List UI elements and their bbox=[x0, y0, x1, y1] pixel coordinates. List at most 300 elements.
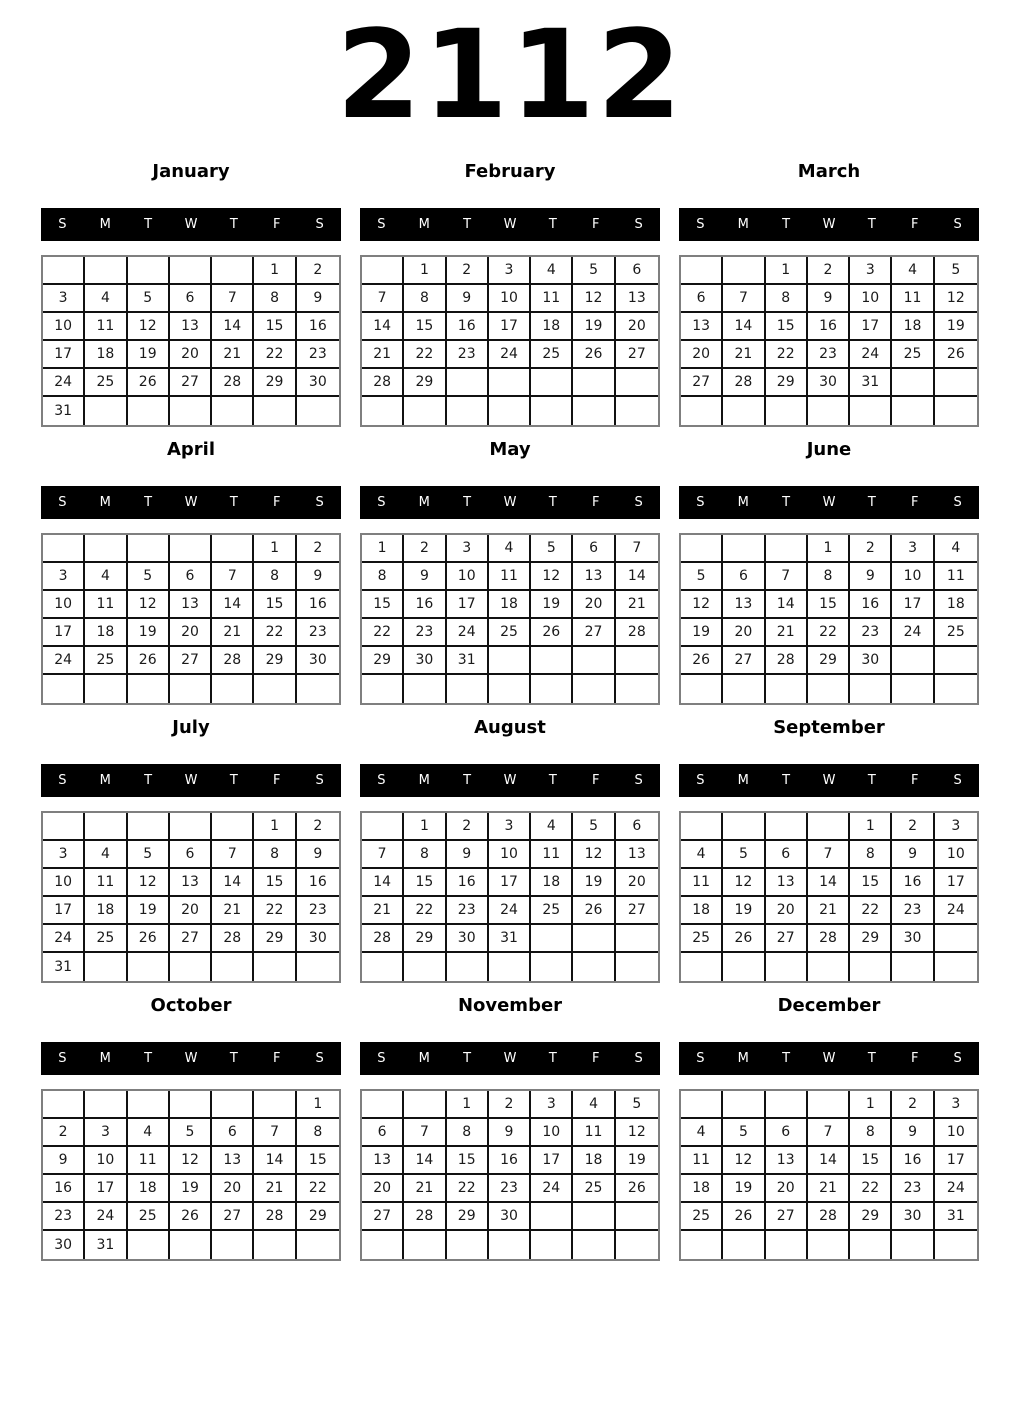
date-cell: 2 bbox=[808, 257, 850, 285]
empty-date-cell bbox=[681, 1091, 723, 1119]
date-cell: 2 bbox=[297, 535, 339, 563]
date-cell: 4 bbox=[531, 813, 573, 841]
weekday-label: F bbox=[272, 217, 281, 232]
date-cell: 2 bbox=[447, 813, 489, 841]
weekday-label: M bbox=[737, 217, 749, 232]
date-cell: 27 bbox=[723, 647, 765, 675]
year-title: 2112 bbox=[336, 4, 684, 146]
date-cell: 28 bbox=[212, 925, 254, 953]
date-cell: 11 bbox=[85, 591, 127, 619]
weekday-label: W bbox=[184, 773, 198, 788]
empty-date-cell bbox=[489, 369, 531, 397]
date-cell: 14 bbox=[616, 563, 658, 591]
empty-date-cell bbox=[404, 1231, 446, 1259]
weekday-label: S bbox=[377, 1051, 386, 1066]
empty-date-cell bbox=[681, 257, 723, 285]
weekday-label: F bbox=[272, 1051, 281, 1066]
date-cell: 24 bbox=[489, 341, 531, 369]
date-cell: 25 bbox=[681, 1203, 723, 1231]
date-cell: 19 bbox=[573, 313, 615, 341]
date-cell: 1 bbox=[850, 813, 892, 841]
date-cell: 15 bbox=[254, 591, 296, 619]
date-cell: 9 bbox=[892, 841, 934, 869]
empty-date-cell bbox=[128, 1091, 170, 1119]
date-cell: 7 bbox=[808, 1119, 850, 1147]
empty-date-cell bbox=[85, 813, 127, 841]
date-cell: 27 bbox=[616, 341, 658, 369]
date-cell: 30 bbox=[447, 925, 489, 953]
date-cell: 14 bbox=[808, 1147, 850, 1175]
date-cell: 27 bbox=[766, 1203, 808, 1231]
date-cell: 24 bbox=[447, 619, 489, 647]
empty-date-cell bbox=[128, 1231, 170, 1259]
weekday-label: S bbox=[377, 217, 386, 232]
weekday-label: M bbox=[99, 773, 111, 788]
date-cell: 18 bbox=[935, 591, 977, 619]
empty-date-cell bbox=[128, 675, 170, 703]
month-title: April bbox=[166, 439, 216, 460]
date-cell: 24 bbox=[43, 925, 85, 953]
date-cell: 7 bbox=[723, 285, 765, 313]
date-cell: 17 bbox=[850, 313, 892, 341]
date-cell: 31 bbox=[85, 1231, 127, 1259]
date-cell: 25 bbox=[531, 897, 573, 925]
date-cell: 15 bbox=[808, 591, 850, 619]
date-cell: 26 bbox=[573, 341, 615, 369]
date-cell: 11 bbox=[892, 285, 934, 313]
date-cell: 30 bbox=[850, 647, 892, 675]
empty-date-cell bbox=[362, 813, 404, 841]
date-cell: 16 bbox=[297, 313, 339, 341]
empty-date-cell bbox=[297, 1231, 339, 1259]
date-cell: 22 bbox=[850, 897, 892, 925]
date-cell: 2 bbox=[892, 1091, 934, 1119]
date-cell: 23 bbox=[808, 341, 850, 369]
empty-date-cell bbox=[85, 535, 127, 563]
date-cell: 29 bbox=[404, 369, 446, 397]
weekday-label: T bbox=[144, 495, 153, 510]
date-cell: 19 bbox=[170, 1175, 212, 1203]
month-block bbox=[41, 438, 341, 705]
date-cell: 28 bbox=[362, 925, 404, 953]
empty-date-cell bbox=[489, 953, 531, 981]
date-cell: 29 bbox=[404, 925, 446, 953]
date-cell: 24 bbox=[850, 341, 892, 369]
date-cell: 5 bbox=[723, 841, 765, 869]
weekday-label: W bbox=[822, 217, 836, 232]
date-cell: 28 bbox=[766, 647, 808, 675]
date-cell: 23 bbox=[447, 897, 489, 925]
empty-date-cell bbox=[723, 1231, 765, 1259]
date-cell: 9 bbox=[892, 1119, 934, 1147]
empty-date-cell bbox=[573, 953, 615, 981]
empty-date-cell bbox=[766, 813, 808, 841]
empty-date-cell bbox=[447, 1231, 489, 1259]
date-cell: 18 bbox=[531, 313, 573, 341]
empty-date-cell bbox=[85, 397, 127, 425]
date-cell: 6 bbox=[766, 841, 808, 869]
empty-date-cell bbox=[808, 1231, 850, 1259]
date-cell: 27 bbox=[170, 647, 212, 675]
date-cell: 3 bbox=[43, 285, 85, 313]
empty-date-cell bbox=[362, 953, 404, 981]
date-cell: 12 bbox=[128, 591, 170, 619]
empty-date-cell bbox=[616, 1231, 658, 1259]
date-cell: 17 bbox=[447, 591, 489, 619]
date-cell: 3 bbox=[935, 1091, 977, 1119]
date-cell: 10 bbox=[43, 869, 85, 897]
date-cell: 6 bbox=[170, 563, 212, 591]
date-cell: 29 bbox=[254, 369, 296, 397]
date-cell: 9 bbox=[404, 563, 446, 591]
date-cell: 17 bbox=[892, 591, 934, 619]
date-cell: 7 bbox=[766, 563, 808, 591]
date-cell: 14 bbox=[404, 1147, 446, 1175]
date-cell: 15 bbox=[766, 313, 808, 341]
month-block bbox=[679, 438, 979, 705]
date-cell: 14 bbox=[212, 591, 254, 619]
date-cell: 19 bbox=[531, 591, 573, 619]
empty-date-cell bbox=[573, 675, 615, 703]
weekday-label: F bbox=[591, 1051, 600, 1066]
date-cell: 21 bbox=[616, 591, 658, 619]
weekday-label: M bbox=[737, 495, 749, 510]
date-cell: 25 bbox=[85, 925, 127, 953]
date-cell: 13 bbox=[170, 869, 212, 897]
date-cell: 15 bbox=[850, 869, 892, 897]
date-cell: 23 bbox=[297, 897, 339, 925]
empty-date-cell bbox=[362, 397, 404, 425]
date-cell: 20 bbox=[170, 619, 212, 647]
empty-date-cell bbox=[935, 647, 977, 675]
date-cell: 31 bbox=[850, 369, 892, 397]
weekday-label: W bbox=[822, 1051, 836, 1066]
empty-date-cell bbox=[170, 535, 212, 563]
empty-date-cell bbox=[935, 925, 977, 953]
date-cell: 31 bbox=[43, 397, 85, 425]
date-cell: 7 bbox=[362, 285, 404, 313]
weekday-label: F bbox=[272, 773, 281, 788]
date-cell: 13 bbox=[170, 313, 212, 341]
date-cell: 17 bbox=[43, 341, 85, 369]
date-cell: 13 bbox=[362, 1147, 404, 1175]
empty-date-cell bbox=[489, 647, 531, 675]
empty-date-cell bbox=[43, 535, 85, 563]
date-cell: 14 bbox=[723, 313, 765, 341]
date-cell: 12 bbox=[573, 285, 615, 313]
empty-date-cell bbox=[808, 813, 850, 841]
date-cell: 27 bbox=[616, 897, 658, 925]
date-cell: 10 bbox=[43, 313, 85, 341]
date-cell: 19 bbox=[128, 897, 170, 925]
weekday-label: S bbox=[696, 495, 705, 510]
weekday-label: T bbox=[144, 1051, 153, 1066]
date-cell: 20 bbox=[766, 1175, 808, 1203]
empty-date-cell bbox=[128, 535, 170, 563]
date-cell: 28 bbox=[212, 647, 254, 675]
date-cell: 18 bbox=[489, 591, 531, 619]
month-title: January bbox=[152, 161, 230, 182]
empty-date-cell bbox=[128, 953, 170, 981]
date-cell: 12 bbox=[723, 869, 765, 897]
empty-date-cell bbox=[892, 397, 934, 425]
date-cell: 19 bbox=[935, 313, 977, 341]
empty-date-cell bbox=[616, 369, 658, 397]
date-cell: 4 bbox=[681, 1119, 723, 1147]
date-cell: 22 bbox=[362, 619, 404, 647]
date-grid bbox=[360, 1089, 660, 1261]
weekday-label: F bbox=[910, 1051, 919, 1066]
empty-date-cell bbox=[254, 397, 296, 425]
weekday-label: S bbox=[953, 773, 962, 788]
weekday-label: S bbox=[634, 217, 643, 232]
empty-date-cell bbox=[531, 953, 573, 981]
date-cell: 5 bbox=[723, 1119, 765, 1147]
date-cell: 6 bbox=[362, 1119, 404, 1147]
date-cell: 18 bbox=[531, 869, 573, 897]
weekday-label: T bbox=[144, 217, 153, 232]
weekday-label: T bbox=[867, 495, 876, 510]
date-cell: 24 bbox=[85, 1203, 127, 1231]
weekday-label: S bbox=[377, 773, 386, 788]
weekday-header-bar bbox=[679, 486, 979, 519]
date-cell: 5 bbox=[616, 1091, 658, 1119]
month-title: October bbox=[150, 995, 232, 1016]
date-cell: 23 bbox=[447, 341, 489, 369]
month-title: June bbox=[806, 439, 852, 460]
weekday-label: W bbox=[822, 773, 836, 788]
date-cell: 12 bbox=[616, 1119, 658, 1147]
empty-date-cell bbox=[892, 953, 934, 981]
weekday-label: M bbox=[418, 217, 430, 232]
date-cell: 18 bbox=[85, 897, 127, 925]
date-cell: 20 bbox=[766, 897, 808, 925]
date-cell: 17 bbox=[531, 1147, 573, 1175]
weekday-header-bar bbox=[679, 1042, 979, 1075]
date-cell: 30 bbox=[297, 925, 339, 953]
date-cell: 13 bbox=[681, 313, 723, 341]
date-cell: 12 bbox=[723, 1147, 765, 1175]
empty-date-cell bbox=[170, 1231, 212, 1259]
date-cell: 9 bbox=[447, 285, 489, 313]
date-cell: 6 bbox=[723, 563, 765, 591]
empty-date-cell bbox=[850, 1231, 892, 1259]
empty-date-cell bbox=[935, 953, 977, 981]
date-cell: 30 bbox=[892, 1203, 934, 1231]
date-cell: 4 bbox=[85, 285, 127, 313]
date-cell: 13 bbox=[766, 869, 808, 897]
weekday-label: S bbox=[58, 773, 67, 788]
date-cell: 23 bbox=[850, 619, 892, 647]
date-cell: 3 bbox=[489, 257, 531, 285]
month-block bbox=[360, 438, 660, 705]
date-cell: 16 bbox=[850, 591, 892, 619]
empty-date-cell bbox=[212, 257, 254, 285]
date-cell: 9 bbox=[808, 285, 850, 313]
date-cell: 29 bbox=[850, 1203, 892, 1231]
date-cell: 21 bbox=[808, 897, 850, 925]
date-cell: 11 bbox=[531, 841, 573, 869]
empty-date-cell bbox=[681, 535, 723, 563]
date-cell: 28 bbox=[808, 925, 850, 953]
weekday-label: T bbox=[229, 773, 238, 788]
date-cell: 30 bbox=[808, 369, 850, 397]
date-cell: 22 bbox=[297, 1175, 339, 1203]
weekday-label: F bbox=[910, 495, 919, 510]
date-cell: 21 bbox=[362, 341, 404, 369]
weekday-label: S bbox=[315, 495, 324, 510]
date-cell: 22 bbox=[850, 1175, 892, 1203]
date-cell: 30 bbox=[43, 1231, 85, 1259]
empty-date-cell bbox=[489, 1231, 531, 1259]
weekday-label: W bbox=[503, 1051, 517, 1066]
date-cell: 20 bbox=[212, 1175, 254, 1203]
date-cell: 10 bbox=[43, 591, 85, 619]
date-cell: 3 bbox=[447, 535, 489, 563]
date-cell: 28 bbox=[723, 369, 765, 397]
empty-date-cell bbox=[935, 369, 977, 397]
date-cell: 21 bbox=[723, 341, 765, 369]
date-cell: 8 bbox=[254, 285, 296, 313]
weekday-header-bar bbox=[360, 1042, 660, 1075]
date-cell: 27 bbox=[362, 1203, 404, 1231]
empty-date-cell bbox=[681, 1231, 723, 1259]
date-cell: 7 bbox=[212, 563, 254, 591]
date-cell: 10 bbox=[935, 1119, 977, 1147]
month-title: February bbox=[464, 161, 556, 182]
date-cell: 4 bbox=[531, 257, 573, 285]
empty-date-cell bbox=[254, 953, 296, 981]
empty-date-cell bbox=[297, 397, 339, 425]
month-title: December bbox=[777, 995, 881, 1016]
date-cell: 30 bbox=[489, 1203, 531, 1231]
empty-date-cell bbox=[489, 675, 531, 703]
empty-date-cell bbox=[362, 1091, 404, 1119]
date-cell: 19 bbox=[128, 619, 170, 647]
date-cell: 10 bbox=[489, 285, 531, 313]
date-cell: 29 bbox=[254, 925, 296, 953]
weekday-label: S bbox=[634, 1051, 643, 1066]
date-cell: 11 bbox=[681, 1147, 723, 1175]
date-cell: 28 bbox=[404, 1203, 446, 1231]
month-block bbox=[41, 994, 341, 1261]
date-cell: 3 bbox=[892, 535, 934, 563]
empty-date-cell bbox=[681, 813, 723, 841]
date-cell: 26 bbox=[723, 925, 765, 953]
date-cell: 11 bbox=[85, 869, 127, 897]
date-cell: 18 bbox=[128, 1175, 170, 1203]
date-cell: 30 bbox=[404, 647, 446, 675]
date-cell: 3 bbox=[531, 1091, 573, 1119]
empty-date-cell bbox=[892, 369, 934, 397]
empty-date-cell bbox=[723, 535, 765, 563]
date-cell: 17 bbox=[935, 1147, 977, 1175]
empty-date-cell bbox=[447, 675, 489, 703]
weekday-label: T bbox=[548, 217, 557, 232]
weekday-label: M bbox=[418, 773, 430, 788]
date-cell: 12 bbox=[573, 841, 615, 869]
date-cell: 16 bbox=[404, 591, 446, 619]
date-cell: 20 bbox=[573, 591, 615, 619]
date-cell: 12 bbox=[681, 591, 723, 619]
date-cell: 25 bbox=[935, 619, 977, 647]
weekday-label: S bbox=[953, 1051, 962, 1066]
empty-date-cell bbox=[723, 397, 765, 425]
date-cell: 29 bbox=[254, 647, 296, 675]
weekday-label: T bbox=[548, 773, 557, 788]
date-grid bbox=[41, 255, 341, 427]
empty-date-cell bbox=[212, 397, 254, 425]
month-block bbox=[41, 160, 341, 427]
date-cell: 14 bbox=[212, 313, 254, 341]
empty-date-cell bbox=[212, 1231, 254, 1259]
date-cell: 16 bbox=[892, 869, 934, 897]
date-cell: 2 bbox=[297, 257, 339, 285]
date-cell: 5 bbox=[128, 841, 170, 869]
date-cell: 9 bbox=[850, 563, 892, 591]
date-cell: 13 bbox=[170, 591, 212, 619]
weekday-label: T bbox=[463, 1051, 472, 1066]
weekday-label: W bbox=[503, 495, 517, 510]
empty-date-cell bbox=[850, 953, 892, 981]
weekday-label: F bbox=[910, 217, 919, 232]
empty-date-cell bbox=[404, 953, 446, 981]
weekday-label: T bbox=[782, 1051, 791, 1066]
date-cell: 20 bbox=[616, 869, 658, 897]
empty-date-cell bbox=[892, 675, 934, 703]
empty-date-cell bbox=[766, 675, 808, 703]
empty-date-cell bbox=[212, 813, 254, 841]
date-cell: 25 bbox=[573, 1175, 615, 1203]
weekday-label: W bbox=[184, 1051, 198, 1066]
empty-date-cell bbox=[362, 675, 404, 703]
empty-date-cell bbox=[404, 675, 446, 703]
date-grid bbox=[679, 533, 979, 705]
empty-date-cell bbox=[892, 647, 934, 675]
empty-date-cell bbox=[254, 1091, 296, 1119]
weekday-label: T bbox=[229, 1051, 238, 1066]
date-cell: 20 bbox=[362, 1175, 404, 1203]
date-cell: 13 bbox=[766, 1147, 808, 1175]
weekday-label: T bbox=[867, 773, 876, 788]
date-cell: 3 bbox=[489, 813, 531, 841]
date-cell: 1 bbox=[808, 535, 850, 563]
weekday-label: S bbox=[696, 217, 705, 232]
date-cell: 13 bbox=[212, 1147, 254, 1175]
date-cell: 6 bbox=[170, 841, 212, 869]
date-grid bbox=[360, 255, 660, 427]
date-cell: 22 bbox=[808, 619, 850, 647]
weekday-label: W bbox=[822, 495, 836, 510]
weekday-label: F bbox=[591, 773, 600, 788]
month-title: September bbox=[773, 717, 885, 738]
date-cell: 10 bbox=[447, 563, 489, 591]
date-cell: 1 bbox=[254, 813, 296, 841]
empty-date-cell bbox=[362, 1231, 404, 1259]
date-cell: 5 bbox=[531, 535, 573, 563]
date-cell: 27 bbox=[681, 369, 723, 397]
date-cell: 10 bbox=[489, 841, 531, 869]
date-grid bbox=[679, 811, 979, 983]
empty-date-cell bbox=[531, 397, 573, 425]
empty-date-cell bbox=[404, 1091, 446, 1119]
date-cell: 21 bbox=[808, 1175, 850, 1203]
date-grid bbox=[679, 255, 979, 427]
weekday-label: S bbox=[634, 773, 643, 788]
empty-date-cell bbox=[850, 675, 892, 703]
empty-date-cell bbox=[404, 397, 446, 425]
date-cell: 8 bbox=[850, 841, 892, 869]
